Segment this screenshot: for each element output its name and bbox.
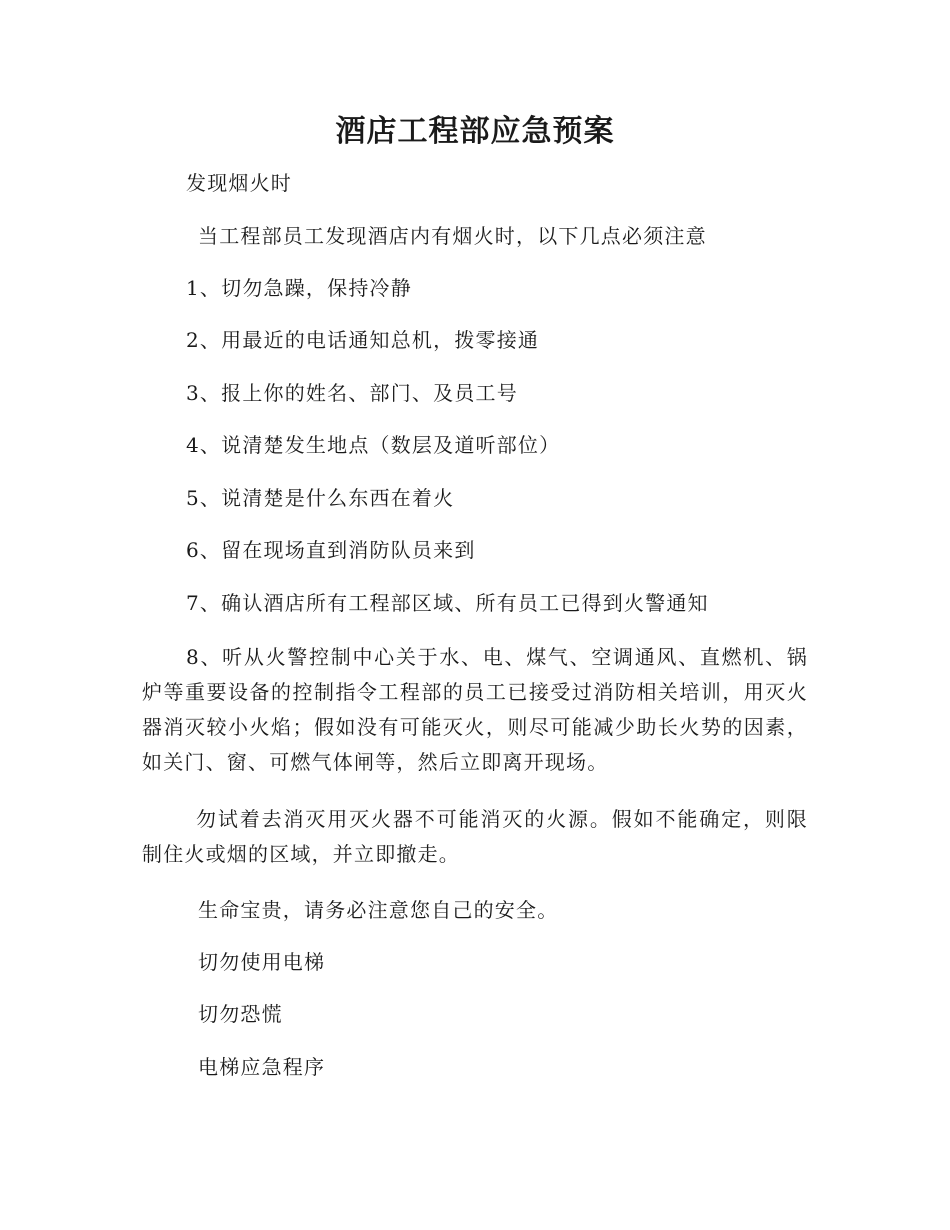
no-panic-note: 切勿恐慌: [198, 1002, 283, 1026]
section-heading-elevator: 电梯应急程序: [198, 1055, 326, 1079]
list-item-8-paragraph: 8、听从火警控制中心关于水、电、煤气、空调通风、直燃机、锅炉等重要设备的控制指令工程部的员工已接受过消防相关培训，用灭火器消灭较小火焰；假如没有可能灭火，则尽可能减少助长火势的因素，如关门、窗、可燃气体闸等，然后立即离开现场。: [142, 645, 808, 774]
document-title: 酒店工程部应急预案: [335, 114, 615, 149]
list-item-2: 2、用最近的电话通知总机，拨零接通: [186, 328, 540, 352]
list-item-7: 7、确认酒店所有工程部区域、所有员工已得到火警通知: [186, 591, 709, 615]
list-item-4: 4、说清楚发生地点（数层及道听部位）: [186, 433, 561, 457]
no-elevator-note: 切勿使用电梯: [198, 950, 326, 974]
safety-reminder: 生命宝贵，请务必注意您自己的安全。: [198, 898, 559, 922]
extinguish-warning-paragraph: 勿试着去消灭用灭火器不可能消灭的火源。假如不能确定，则限制住火或烟的区域，并立即撤走。: [142, 807, 808, 866]
list-item-5: 5、说清楚是什么东西在着火: [186, 486, 455, 510]
list-item-3: 3、报上你的姓名、部门、及员工号: [186, 381, 518, 405]
list-item-6: 6、留在现场直到消防队员来到: [186, 538, 476, 562]
list-item-1: 1、切勿急躁，保持冷静: [186, 276, 412, 300]
intro-line: 当工程部员工发现酒店内有烟火时，以下几点必须注意: [198, 224, 707, 248]
section-heading-fire: 发现烟火时: [186, 171, 292, 195]
